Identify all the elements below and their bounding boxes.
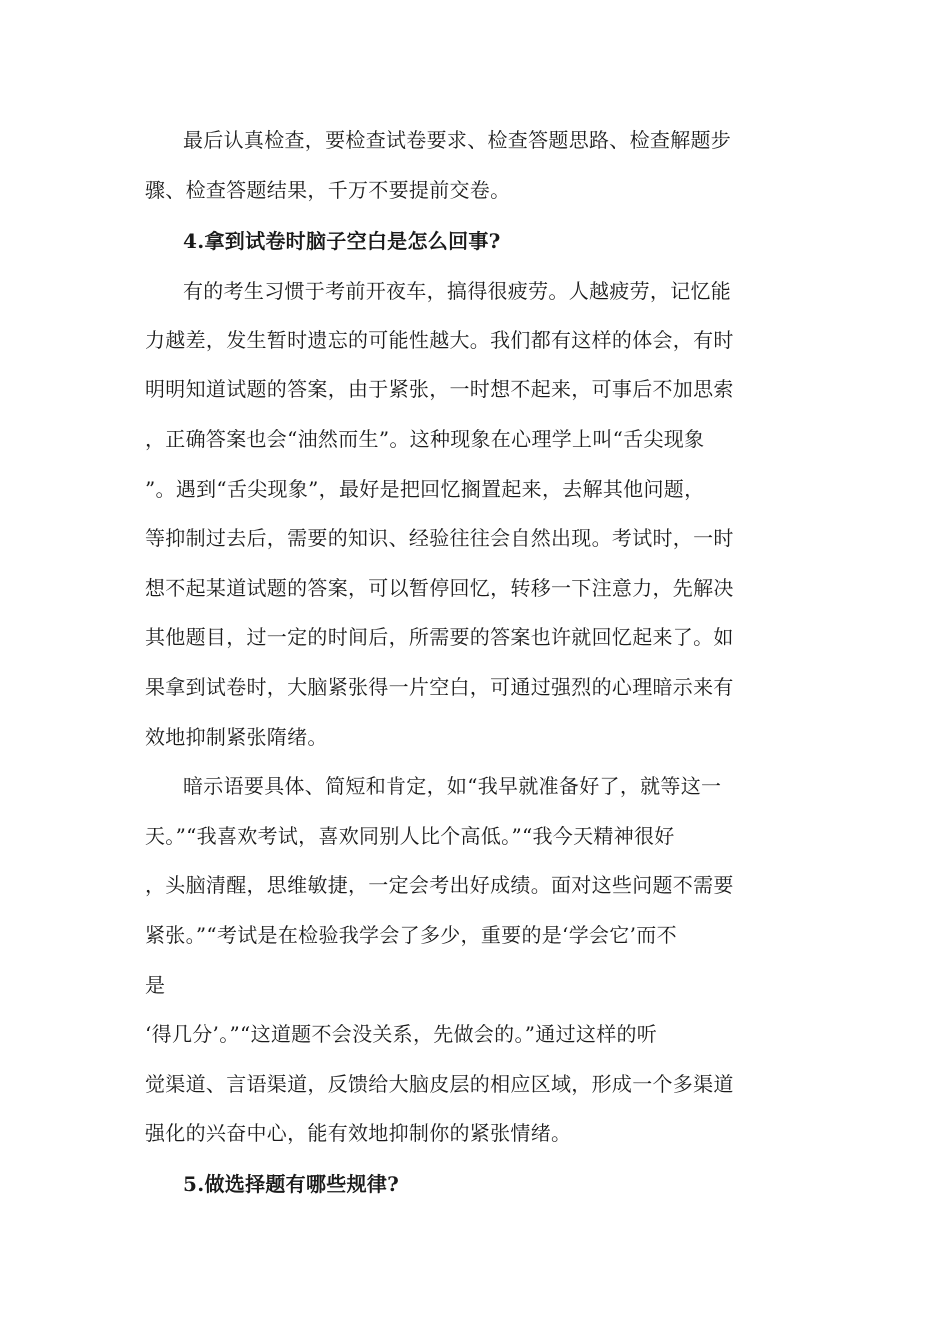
paragraph-line: 明明知道试题的答案，由于紧张，一时想不起来，可事后不加思索	[145, 377, 734, 401]
paragraph-line: 觉渠道、言语渠道，反馈给大脑皮层的相应区域，形成一个多渠道	[145, 1072, 734, 1096]
paragraph-line: ”。遇到“舌尖现象”，最好是把回忆搁置起来，去解其他问题，	[145, 477, 705, 501]
paragraph-line: 有的考生习惯于考前开夜车，搞得很疲劳。人越疲劳，记忆能	[183, 279, 732, 303]
section-heading: 4.拿到试卷时脑子空白是怎么回事?	[183, 229, 501, 253]
paragraph-line: ‘得几分’。”“这道题不会没关系，先做会的。”通过这样的听	[145, 1022, 658, 1046]
paragraph-line: 是	[145, 973, 166, 997]
paragraph-line: 暗示语要具体、简短和肯定，如“我早就准备好了，就等这一	[183, 774, 722, 798]
paragraph-line: 效地抑制紧张隋绪。	[145, 725, 328, 749]
paragraph-line: 骤、检查答题结果，千万不要提前交卷。	[145, 178, 511, 202]
paragraph-line: 最后认真检查，要检查试卷要求、检查答题思路、检查解题步	[183, 128, 732, 152]
section-heading: 5.做选择题有哪些规律?	[183, 1172, 400, 1196]
paragraph-line: 其他题目，过一定的时间后，所需要的答案也许就回忆起来了。如	[145, 625, 734, 649]
paragraph-line: 等抑制过去后，需要的知识、经验往往会自然出现。考试时，一时	[145, 526, 734, 550]
paragraph-line: 强化的兴奋中心，能有效地抑制你的紧张情绪。	[145, 1121, 572, 1145]
paragraph-line: ，正确答案也会“油然而生”。这种现象在心理学上叫“舌尖现象	[145, 427, 705, 451]
paragraph-line: 力越差，发生暂时遗忘的可能性越大。我们都有这样的体会，有时	[145, 328, 734, 352]
paragraph-line: 果拿到试卷时，大脑紧张得一片空白，可通过强烈的心理暗示来有	[145, 675, 734, 699]
paragraph-line: 想不起某道试题的答案，可以暂停回忆，转移一下注意力，先解决	[145, 576, 734, 600]
paragraph-line: 紧张。”“考试是在检验我学会了多少，重要的是‘学会它’而不	[145, 923, 677, 947]
paragraph-line: 天。”“我喜欢考试，喜欢同别人比个高低。”“我今天精神很好	[145, 824, 675, 848]
paragraph-line: ，头脑清醒，思维敏捷，一定会考出好成绩。面对这些问题不需要	[145, 873, 734, 897]
